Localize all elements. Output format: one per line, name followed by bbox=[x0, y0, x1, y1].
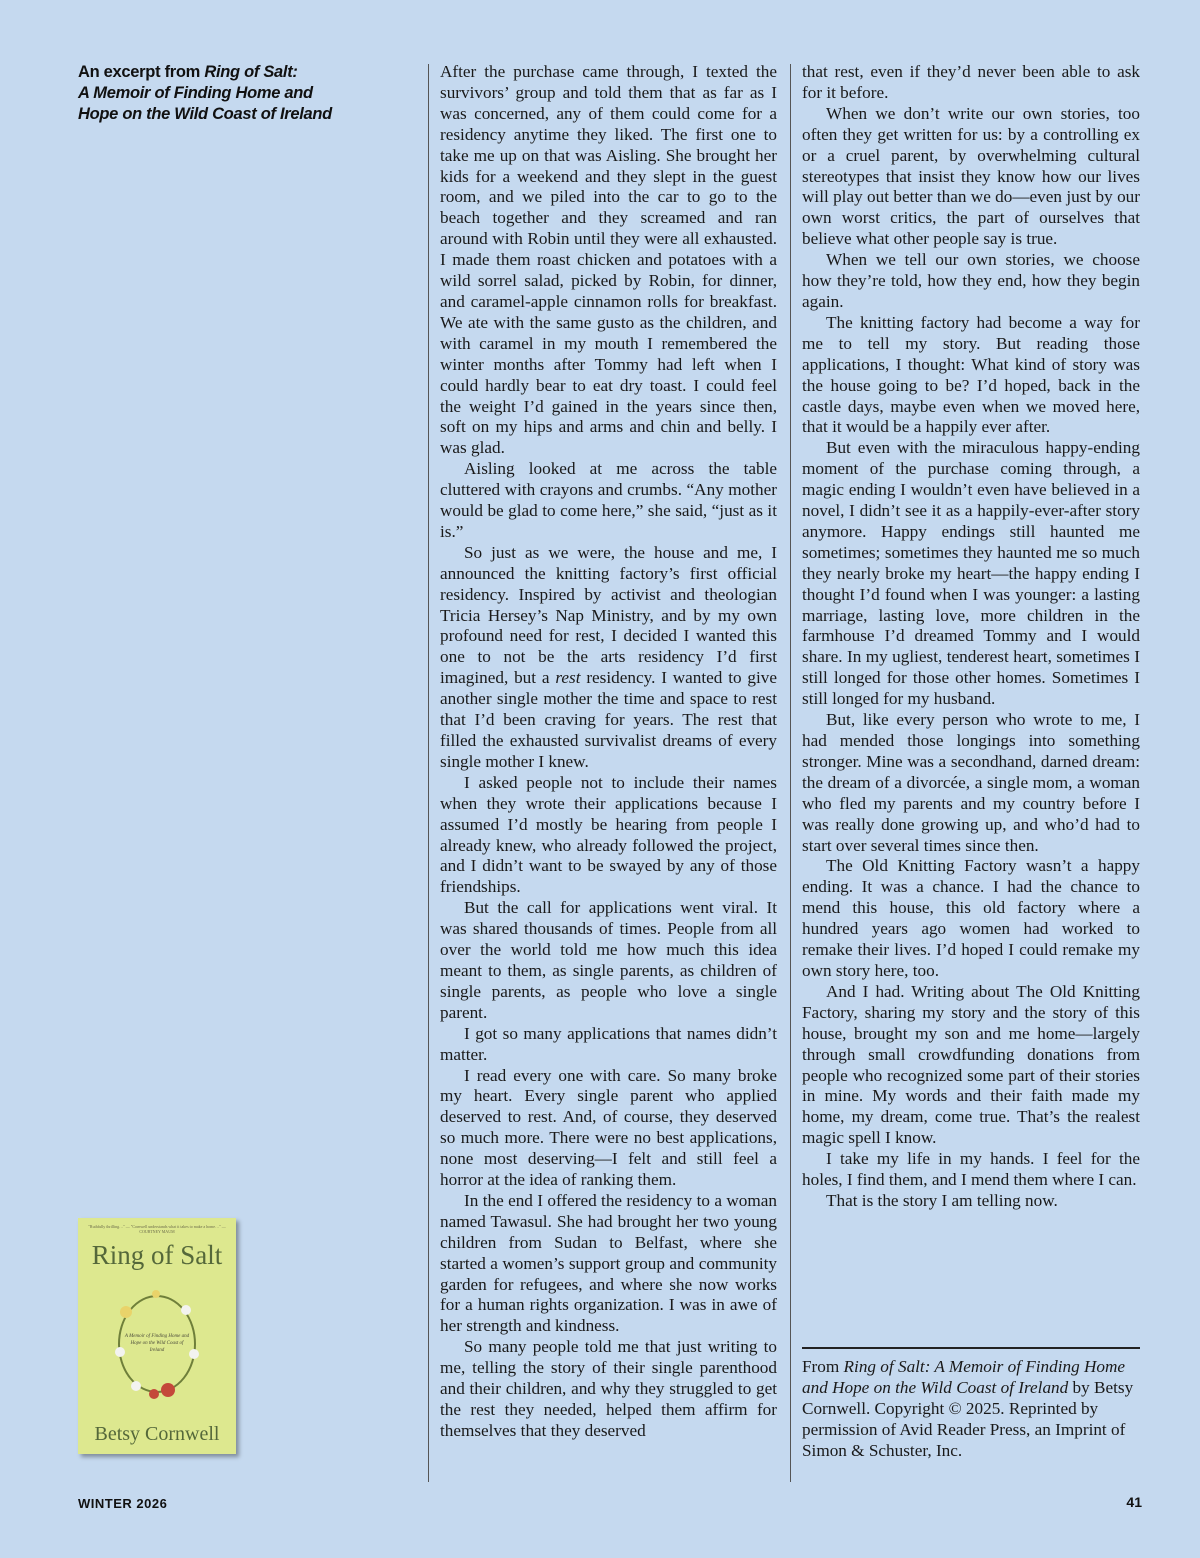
excerpt-intro: An excerpt from bbox=[78, 63, 205, 81]
paragraph: But the call for applications went viral. It was shared thousands of times. People from all over the world told me how much this idea meant to them, as single parents, as children of single parents, as people who love a single parent. bbox=[440, 898, 777, 1022]
paragraph: That is the story I am telling now. bbox=[826, 1190, 1058, 1210]
credit-rest: by Betsy Cornwell. Copyright © 2025. Reprinted by permission of Avid Reader Press, an Imprint of Simon & Schuster, Inc. bbox=[802, 1377, 1134, 1460]
issue-label: WINTER 2026 bbox=[78, 1496, 168, 1511]
excerpt-book-subtitle-2: Hope on the Wild Coast of Ireland bbox=[78, 105, 332, 123]
credit-from: From bbox=[802, 1357, 844, 1376]
paragraph: When we don’t write our own stories, too often they get written for us: by a controlling ex or a cruel parent, by overwhelming cultural stereotypes that insist they know how our lives will play out better than we do—even just by our own worst critics, the part of ourselves that believe what other people say is true. bbox=[802, 103, 1140, 249]
article-column-2 bbox=[802, 62, 1140, 1212]
paragraph: I asked people not to include their names when they wrote their applications because I assumed I’d mostly be hearing from people I already knew, who already followed the project, and I didn’t want to be swayed by any of those friendships. bbox=[440, 772, 777, 897]
paragraph: In the end I offered the residency to a woman named Tawasul. She had brought her two young children from Sudan to Belfast, where she started a women’s support group and community garden for refugees, and where she now works for a human rights organization. I was in awe of her strength and kindness. bbox=[440, 1190, 777, 1336]
column-rule-middle bbox=[790, 64, 791, 1482]
paragraph bbox=[440, 543, 777, 773]
paragraph: I read every one with care. So many broke my heart. Every single parent who applied deserved to rest. And, of course, they deserved so much more. There were no best applications, none most deserving—I felt and still feel a horror at the idea of ranking them. bbox=[440, 1065, 777, 1190]
cover-subtitle: A Memoir of Finding Home and Hope on the Wild Coast of Ireland bbox=[124, 1334, 190, 1353]
credit-title: Ring of Salt: A Memoir of Finding Home and Hope on the Wild Coast of Ireland bbox=[802, 1357, 1126, 1397]
paragraph: But, like every person who wrote to me, I had mended those longings into something stronger. Mine was a secondhand, darned dream: the dream of a divorcée, a single mom, a woman who fled my parents and my country before I was really done growing up, and who’d had to start over several times since then. bbox=[802, 710, 1140, 855]
paragraph: After the purchase came through, I texted the survivors’ group and told them that as far as I was concerned, any of them could come for a residency anytime they liked. The first one to take me up on that was Aisling. She brought her kids for a weekend and they slept in the guest room, and we piled into the car to go to the beach together and they screamed and ran around with Robin until they were all exhausted. I made them roast chicken and potatoes with a wild sorrel salad, picked by Robin, for dinner, and caramel-apple cinnamon rolls for breakfast. We ate with the same gusto as the children, and with caramel in my mouth I remembered the winter months after Tommy had left when I could hardly bear to eat dry toast. I could feel the weight I’d gained in the years since then, soft on my hips and arms and chin and belly. I was glad. bbox=[440, 62, 777, 458]
credit-line bbox=[802, 1357, 1140, 1462]
paragraph-text: residency. I wanted to give another single mother the time and space to rest that I’d been craving for years. The rest that filled the exhausted survivalist dreams of every single mother I knew. bbox=[440, 668, 777, 771]
paragraph: But even with the miraculous happy-ending moment of the purchase coming through, a magic ending I wouldn’t even have believed in a novel, I didn’t see it as a happily-ever-after story anymore. Happy endings still haunted me sometimes; sometimes they haunted me so much they nearly broke my heart—the happy ending I thought I’d found when I was younger: a lasting marriage, lasting love, more children in the farmhouse I’d dreamed Tommy and I would share. In my ugliest, tenderest heart, sometimes I still longed for those other homes. Sometimes I still longed for my husband. bbox=[802, 438, 1140, 709]
paragraph: The Old Knitting Factory wasn’t a happy ending. It was a chance. I had the chance to mend this house, this old factory where a hundred years ago women had worked to remake their lives. I’d hoped I could remake my own story here, too. bbox=[802, 856, 1140, 980]
paragraph: The knitting factory had become a way for me to tell my story. But reading those applications, I thought: What kind of story was the house going to be? I’d hoped, back in the castle days, maybe even when we moved here, that it would be a happily ever after. bbox=[802, 312, 1140, 437]
excerpt-heading bbox=[78, 62, 378, 125]
paragraph: So many people told me that just writing to me, telling the story of their single parenthood and their children, and why they struggled to get the rest they needed, helped them affirm for themselves that they deserved bbox=[440, 1337, 777, 1440]
paragraph: And I had. Writing about The Old Knitting Factory, sharing my story and the story of this house, brought my son and me home—largely through small crowdfunding donations from people who recognized some part of their stories in mine. My words and their faith made my home, my dream, come true. That’s the realest magic spell I know. bbox=[802, 981, 1140, 1148]
paragraph: Aisling looked at me across the table cluttered with crayons and crumbs. “Any mother would be glad to come here,” she said, “just as it is.” bbox=[440, 459, 777, 541]
paragraph: When we tell our own stories, we choose how they’re told, how they end, how they begin again. bbox=[802, 250, 1140, 311]
book-cover bbox=[78, 1218, 236, 1454]
paragraph-text: So just as we were, the house and me, I announced the knitting factory’s first official residency. Inspired by activist and theologian Tricia Hersey’s Nap Ministry, and by my own profound need for rest, I decided I wanted this one to not be the arts residency I’d first imagined, but a bbox=[440, 542, 777, 688]
paragraph: I got so many applications that names didn’t matter. bbox=[440, 1023, 777, 1064]
article-column-1 bbox=[440, 62, 777, 1442]
column-rule-left bbox=[428, 64, 429, 1482]
cover-blurb: "Ruthfully thrilling…" — "Cornwell understands what it takes to make a home…" — COURTNEY MAUM bbox=[88, 1224, 226, 1234]
cover-author: Betsy Cornwell bbox=[94, 1423, 220, 1445]
paragraph: that rest, even if they’d never been able to ask for it before. bbox=[802, 62, 1140, 102]
excerpt-book-title: Ring of Salt: bbox=[204, 63, 298, 81]
page-number: 41 bbox=[1126, 1494, 1142, 1510]
paragraph: I take my life in my hands. I feel for the holes, I find them, and I mend them where I can. bbox=[802, 1149, 1140, 1190]
excerpt-book-subtitle-1: A Memoir of Finding Home and bbox=[78, 84, 313, 102]
cover-title: Ring of Salt bbox=[91, 1240, 223, 1270]
emphasis-text: rest bbox=[555, 668, 581, 688]
credit-divider bbox=[802, 1347, 1140, 1349]
